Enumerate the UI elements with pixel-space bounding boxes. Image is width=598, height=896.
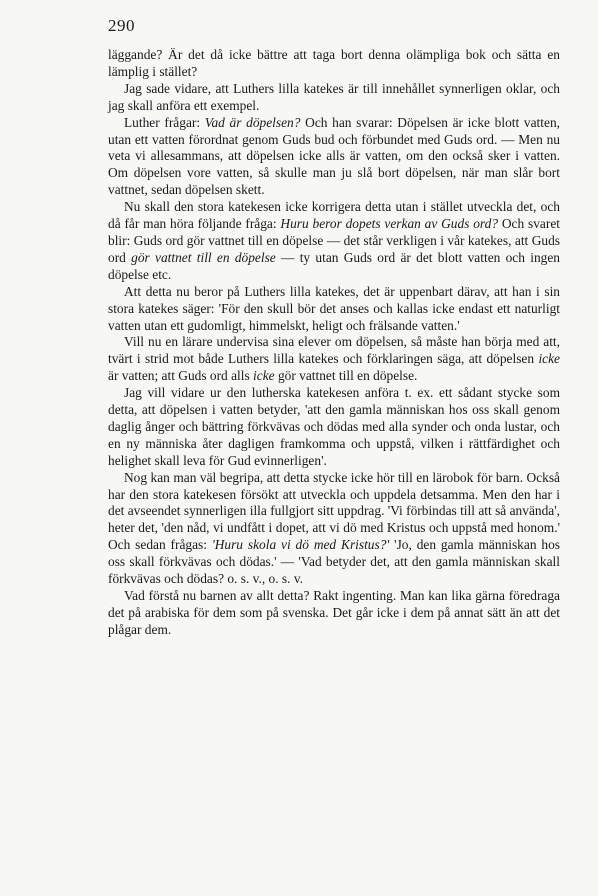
text-run: är vatten; att Guds ord alls (108, 368, 254, 384)
italic-text: icke (253, 368, 275, 384)
text-run: Vad förstå nu barnen av allt detta? Rakt ingenting. Man kan lika gärna föredraga det på arabiska för dem som på svenska. Det går icke i dem på annat sätt än att det plågar dem. (108, 588, 560, 637)
body-text (108, 47, 560, 639)
text-run: Nog kan man väl begripa, att detta stycke icke hör till en lärobok för barn. Också har den stora katekesen försökt att utveckla och uppdela detsamma. Men den har i det avseendet synnerligen illa fullgjort sitt uppdrag. 'Vi förbindas till att så använda', heter det, 'den nåd, vi undfått i dopet, att vi dö med Kristus och uppstå med honom.' Och sedan frågas: (108, 469, 560, 553)
paragraph (108, 81, 560, 115)
paragraph (108, 47, 560, 81)
paragraph (108, 470, 560, 588)
text-run: — ty utan Guds ord är det blott vatten och ingen döpelse etc. (108, 249, 560, 282)
paragraph (108, 284, 560, 335)
italic-text: gör vattnet till en döpelse (131, 249, 276, 265)
paragraph (108, 199, 560, 284)
text-run: Att detta nu beror på Luthers lilla katekes, det är uppenbart därav, att han i sin stora katekes säger: 'För den skull bör det anses och kallas icke endast ett naturligt vatten utan ett gudomligt, himmelskt, heligt och frälsande vatten.' (108, 283, 560, 333)
text-run: Vill nu en lärare undervisa sina elever om döpelsen, så måste han börja med att, tvärt i strid mot både Luthers lilla katekes och förklaringen säga, att döpelsen (108, 334, 560, 367)
paragraph (108, 334, 560, 385)
italic-text: icke (538, 351, 560, 367)
text-run: gör vattnet till en döpelse. (274, 368, 418, 384)
text-run: Och svaret blir: Guds ord gör vattnet till en döpelse — det står verkligen i vår katekes, att Guds ord (108, 216, 560, 265)
text-run: Nu skall den stora katekesen icke korrigera detta utan i stället utveckla det, och då får man höra följande fråga: (108, 199, 560, 232)
italic-text: 'Huru skola vi dö med Kristus?' (211, 537, 390, 553)
text-run: 'Jo, den gamla människan hos oss skall förkvävas och dödas.' — 'Vad betyder det, att den gamla människan skall förkvävas och dödas? o. s. v., o. s. v. (108, 537, 560, 587)
page-number: 290 (108, 16, 135, 35)
paragraph (108, 588, 560, 639)
text-run: Jag sade vidare, att Luthers lilla katekes är till innehållet synnerligen oklar, och jag skall anföra ett exempel. (108, 80, 560, 113)
text-run: Jag vill vidare ur den lutherska katekesen anföra t. ex. ett sådant stycke som detta, att döpelsen i vatten betyder, 'att den gamla människan hos oss skall genom daglig ånger och bättring förkvävas och dödas med alla synder och onda lustar, och en ny människa åter dagligen framkomma och uppstå, vilken i rättfärdighet och helighet skall leva för Gud evinnerligen'. (108, 385, 560, 468)
text-run: Luther frågar: (124, 114, 205, 130)
text-run: Och han svarar: Döpelsen är icke blott vatten, utan ett vatten förordnat genom Guds bud och förbundet med Guds ord. — Men nu veta vi allesammans, att döpelsen icke alls är vatten, om den också sker i vatten. Om döpelsen vore vatten, så skulle man ju slå bort döpelsen, när man slår bort vattnet, sedan döpelsen skett. (108, 114, 560, 198)
italic-text: Huru beror dopets verkan av Guds ord? (280, 216, 499, 232)
paragraph (108, 385, 560, 470)
text-run: läggande? Är det då icke bättre att taga bort denna olämpliga bok och sätta en lämplig i stället? (108, 47, 560, 79)
paragraph (108, 115, 560, 200)
italic-text: Vad är döpelsen? (204, 114, 301, 130)
